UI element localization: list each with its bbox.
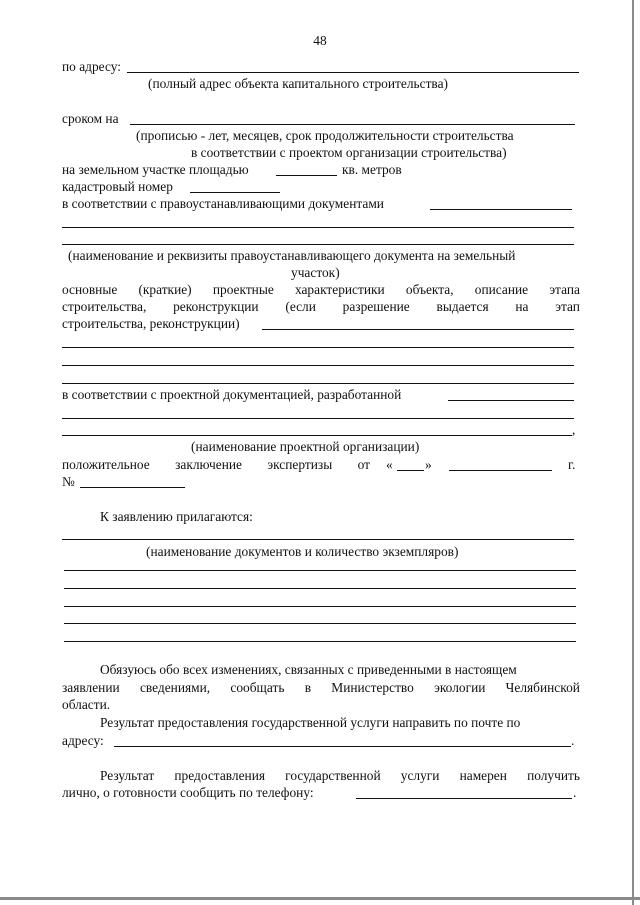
attachments-label: К заявлению прилагаются: [100, 509, 253, 524]
project-extra-line-1 [62, 418, 574, 419]
project-hint: (наименование проектной организации) [191, 439, 420, 454]
characteristics-extra-line-3 [62, 383, 574, 384]
obligation-line-3: области. [62, 697, 111, 712]
word: услуги [400, 768, 440, 783]
characteristics-line-3: строительства, реконструкции) [62, 316, 240, 331]
result-mail-end: . [571, 733, 575, 748]
plot-area-field-line [276, 175, 337, 176]
expertise-day-field-line [397, 470, 424, 471]
word: экологии [434, 680, 486, 695]
word: заключение [175, 457, 242, 472]
word: характеристики [294, 282, 385, 297]
word: Челябинской [505, 680, 580, 695]
word: объекта, [405, 282, 454, 297]
term-label: сроком на [62, 111, 119, 126]
attachments-hint: (наименование документов и количество экземпляров) [146, 544, 459, 559]
word: положительное [62, 457, 150, 472]
address-label: по адресу: [62, 59, 121, 74]
expertise-words [62, 458, 370, 471]
word: реконструкции [173, 299, 259, 314]
result-personal-phone-label: лично, о готовности сообщить по телефону: [62, 785, 314, 800]
project-trailing-comma: , [572, 422, 576, 437]
word: заявлении [62, 680, 120, 695]
plot-area-label: на земельном участке площадью [62, 162, 249, 177]
page-edge-bottom [0, 897, 640, 900]
attachments-extra-line-4 [64, 623, 576, 624]
result-mail-address-label: адресу: [62, 733, 104, 748]
project-field-line [448, 400, 574, 401]
word: экспертизы [267, 457, 333, 472]
word: описание [474, 282, 529, 297]
word: проектные [212, 282, 274, 297]
result-mail-address-field-line [114, 746, 571, 747]
attachments-field-line [62, 539, 574, 540]
word: (краткие) [138, 282, 192, 297]
result-mail-line-1: Результат предоставления государственной услуги направить по почте по [100, 715, 521, 730]
plot-docs-extra-line-2 [62, 244, 574, 245]
page-number: 48 [313, 33, 327, 48]
expertise-month-field-line [449, 470, 552, 471]
word: получить [527, 768, 580, 783]
obligation-line-1: Обязуюсь обо всех изменениях, связанных с приведенными в настоящем [100, 662, 517, 677]
result-personal-phone-field-line [356, 798, 572, 799]
project-label: в соответствии с проектной документацией, разработанной [62, 387, 402, 402]
address-field-line [127, 72, 579, 73]
result-personal-end: . [573, 785, 577, 800]
address-hint: (полный адрес объекта капитального строительства) [148, 76, 448, 91]
cadastral-field-line [190, 192, 280, 193]
plot-docs-field-line [430, 209, 572, 210]
word: (если [285, 299, 316, 314]
characteristics-line-2 [62, 300, 580, 313]
expertise-quote-open: « [386, 457, 393, 472]
attachments-extra-line-1 [64, 570, 576, 571]
word: выдается [436, 299, 489, 314]
word: сведениями, [139, 680, 211, 695]
word: Министерство [331, 680, 414, 695]
word: государственной [285, 768, 381, 783]
word: основные [62, 282, 118, 297]
characteristics-extra-line-2 [62, 365, 574, 366]
attachments-extra-line-2 [64, 588, 576, 589]
attachments-extra-line-5 [64, 641, 576, 642]
expertise-number-label: № [62, 474, 75, 489]
word: на [515, 299, 529, 314]
term-hint-line2: в соответствии с проектом организации строительства) [191, 145, 507, 160]
cadastral-label: кадастровый номер [62, 179, 173, 194]
term-hint-line1: (прописью - лет, месяцев, срок продолжительности строительства [136, 128, 514, 143]
word: разрешение [342, 299, 410, 314]
word: от [357, 457, 370, 472]
expertise-number-field-line [80, 487, 185, 488]
plot-docs-hint-line2: участок) [291, 265, 340, 280]
word: этапа [549, 282, 580, 297]
word: этап [555, 299, 580, 314]
word: сообщать [230, 680, 285, 695]
plot-docs-label: в соответствии с правоустанавливающими документами [62, 196, 384, 211]
term-field-line [130, 124, 575, 125]
attachments-extra-line-3 [64, 606, 576, 607]
page-edge-right [632, 0, 634, 905]
characteristics-line-1 [62, 283, 580, 296]
expertise-year-suffix: г. [568, 457, 576, 472]
plot-docs-extra-line-1 [62, 227, 574, 228]
word: строительства, [62, 299, 147, 314]
plot-area-unit: кв. метров [342, 162, 402, 177]
obligation-line-2 [62, 681, 580, 694]
result-personal-line-1 [100, 769, 580, 782]
word: предоставления [174, 768, 266, 783]
project-extra-line-2 [62, 435, 572, 436]
word: намерен [459, 768, 507, 783]
word: в [304, 680, 312, 695]
word: Результат [100, 768, 155, 783]
characteristics-field-line [262, 329, 574, 330]
expertise-quote-close: » [425, 457, 432, 472]
plot-docs-hint-line1: (наименование и реквизиты правоустанавливающего документа на земельный [68, 248, 516, 263]
characteristics-extra-line-1 [62, 347, 574, 348]
